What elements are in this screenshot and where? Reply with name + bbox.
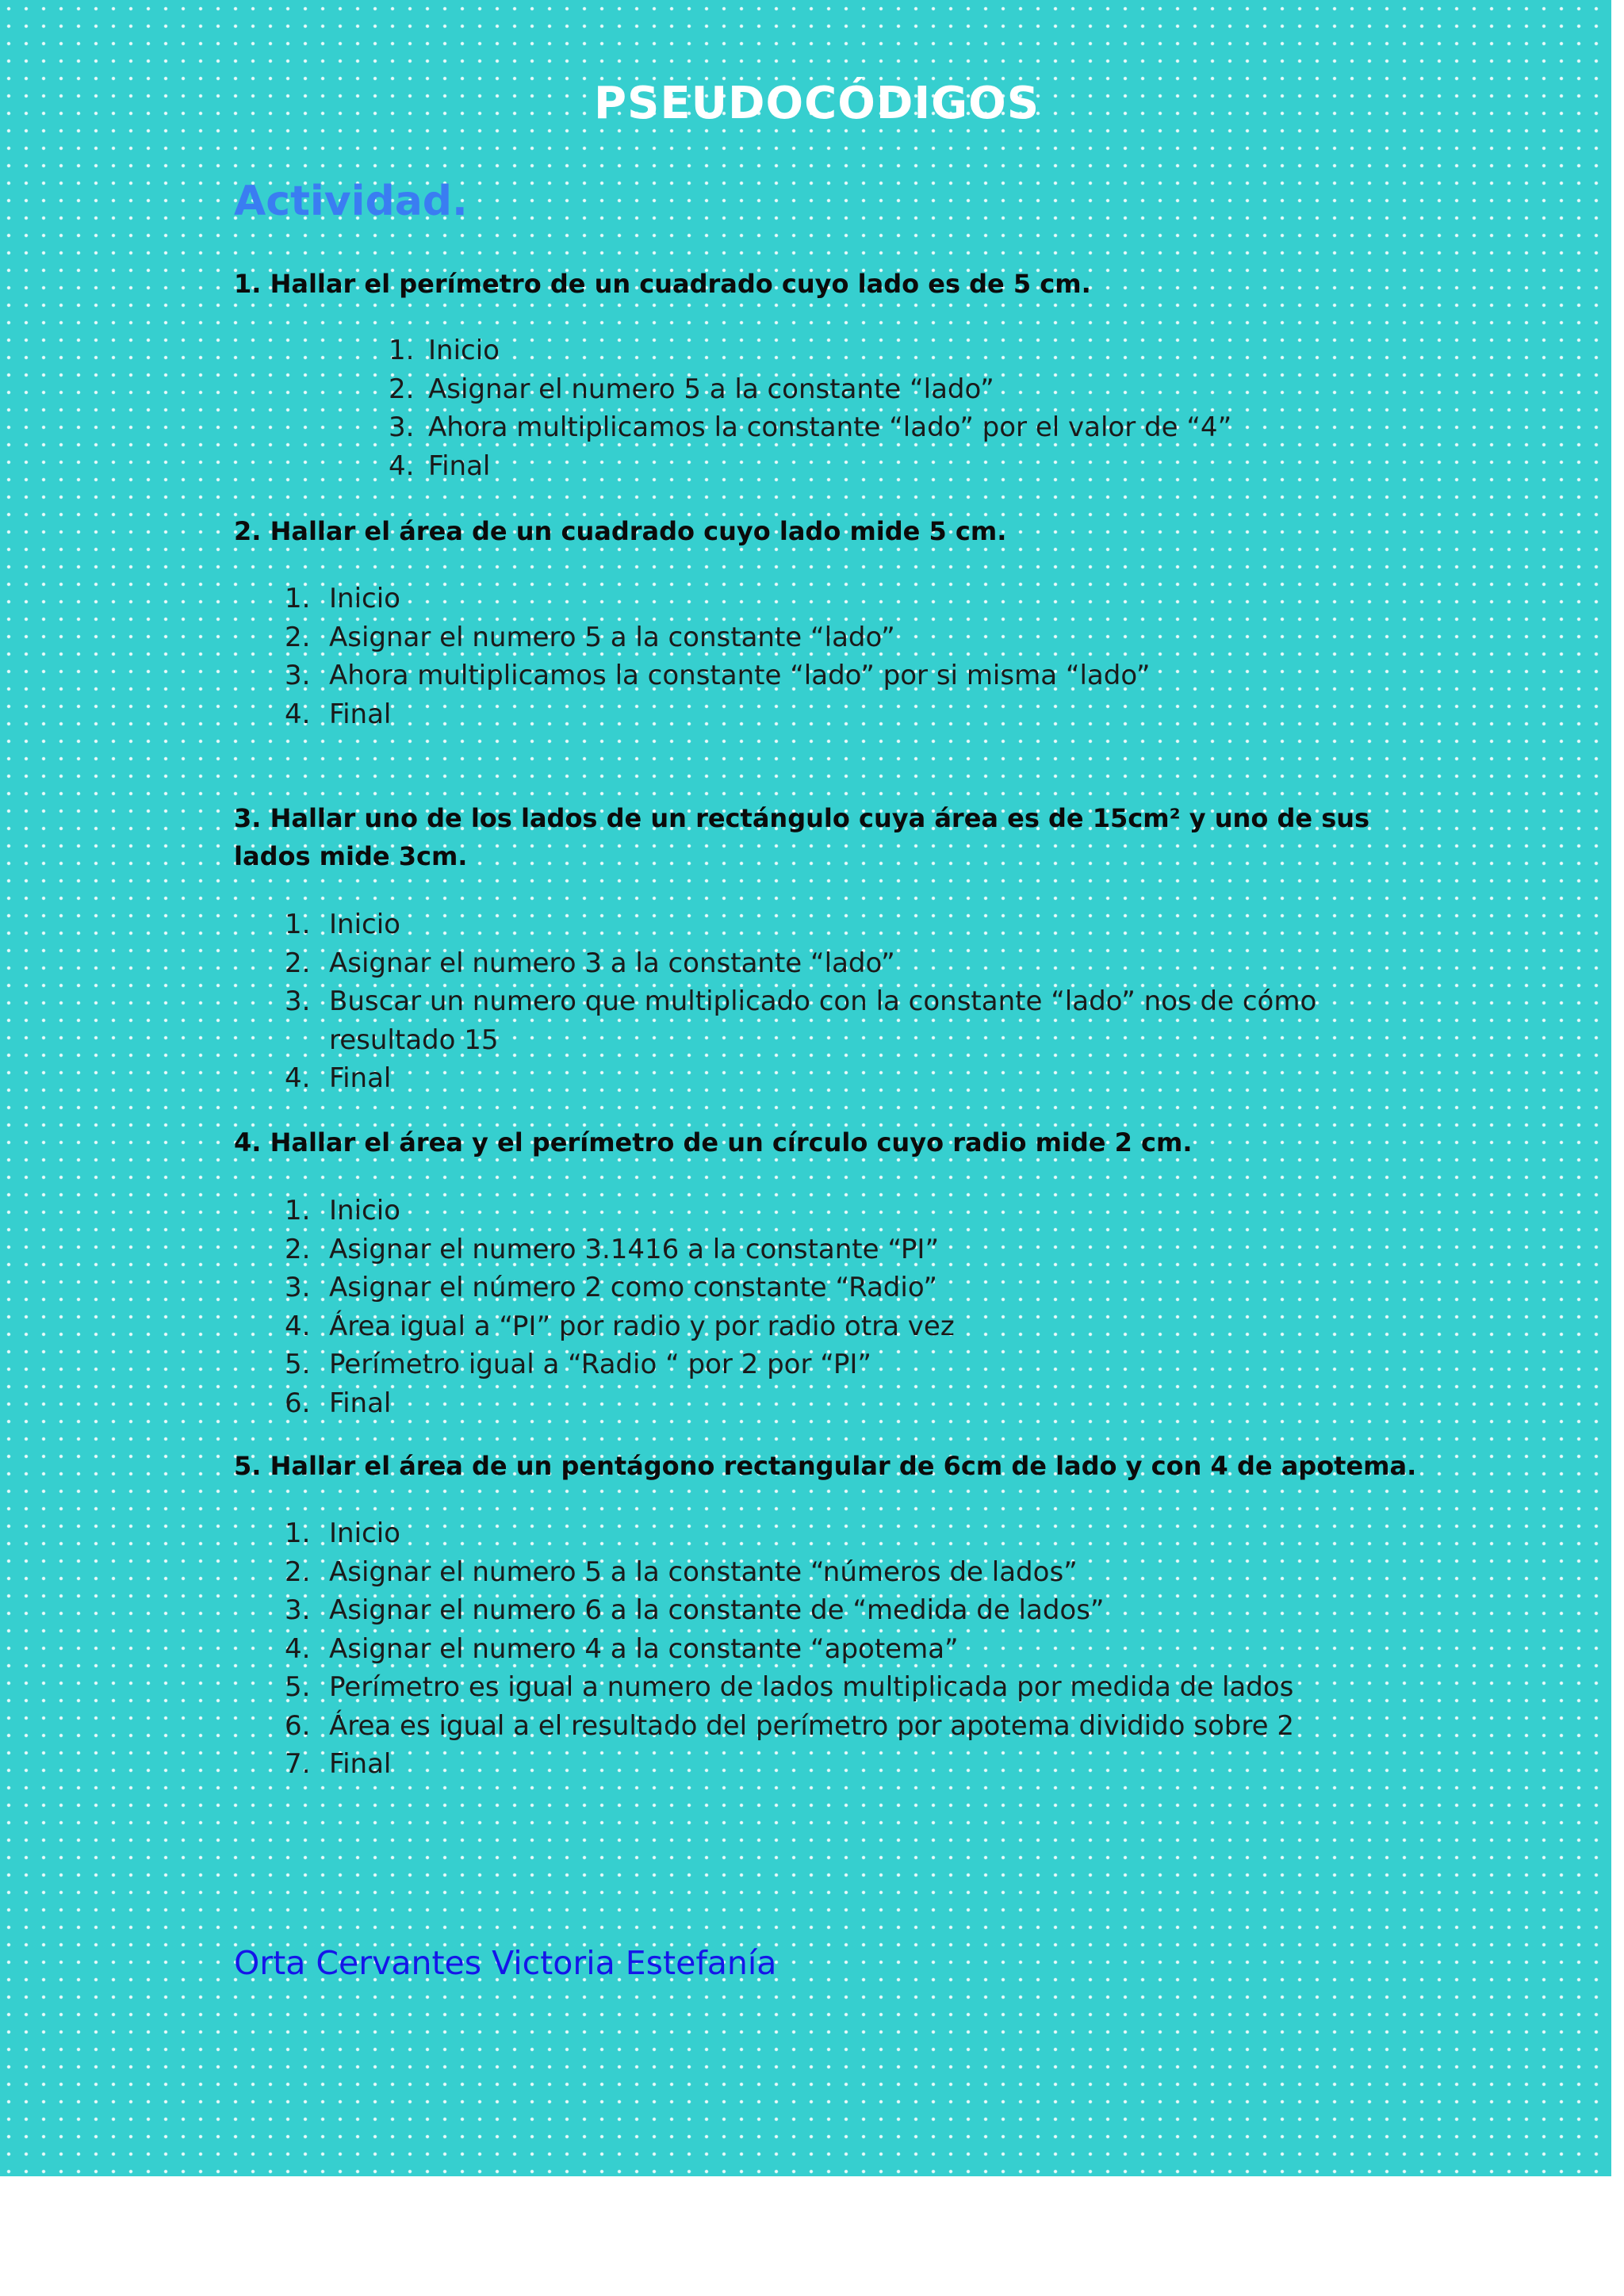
list-item: 3. Buscar un numero que multiplicado con la constante “lado” nos de cómo resultado 15 (285, 985, 1317, 1056)
list-item: 2. Asignar el numero 5 a la constante “números de lados” (285, 1556, 1078, 1588)
list-item: 4. Asignar el numero 4 a la constante “apotema” (285, 1632, 959, 1665)
problem-5-heading: 5. Hallar el área de un pentágono rectangular de 6cm de lado y con 4 de apotema. (234, 1451, 1417, 1481)
problem-3-steps (234, 905, 1423, 1098)
page-title: PSEUDOCÓDIGOS (593, 78, 1040, 129)
list-item: 1. Inicio (285, 1517, 400, 1549)
problem-1-steps (234, 331, 1423, 485)
list-item: 1. Inicio (285, 583, 400, 614)
list-item: 1. Inicio (285, 1195, 400, 1226)
author-name: Orta Cervantes Victoria Estefanía (234, 1944, 777, 1982)
problem-4-steps (234, 1192, 1423, 1422)
list-item: 3. Asignar el número 2 como constante “Radio” (285, 1272, 938, 1303)
list-item: 4. Final (285, 1062, 392, 1094)
problem-2-steps (234, 580, 1423, 733)
list-item: 4. Final (285, 698, 392, 730)
list-item: 3. Ahora multiplicamos la constante “lado” por el valor de “4” (389, 411, 1232, 443)
problem-3-heading: 3. Hallar uno de los lados de un rectángulo cuya área es de 15cm² y uno de sus lados mide 3cm. (234, 803, 1370, 871)
problem-2-heading: 2. Hallar el área de un cuadrado cuyo lado mide 5 cm. (234, 516, 1007, 546)
list-item: 1. Inicio (389, 335, 500, 366)
list-item: 6. Área es igual a el resultado del perímetro por apotema dividido sobre 2 (285, 1709, 1294, 1742)
list-item: 2. Asignar el numero 3 a la constante “lado” (285, 947, 895, 979)
activity-heading: Actividad. (234, 178, 468, 225)
problem-4-heading: 4. Hallar el área y el perímetro de un círculo cuyo radio mide 2 cm. (234, 1127, 1193, 1158)
problem-5-steps (234, 1514, 1423, 1784)
list-item: 2. Asignar el numero 5 a la constante “lado” (285, 621, 895, 653)
list-item: 5. Perímetro es igual a numero de lados multiplicada por medida de lados (285, 1671, 1294, 1703)
list-item: 6. Final (285, 1387, 392, 1419)
list-item: 3. Ahora multiplicamos la constante “lado” por si misma “lado” (285, 660, 1151, 691)
list-item: 2. Asignar el numero 3.1416 a la constante “PI” (285, 1233, 940, 1265)
list-item: 4. Área igual a “PI” por radio y por radio otra vez (285, 1310, 955, 1342)
list-item: 3. Asignar el numero 6 a la constante de “medida de lados” (285, 1594, 1105, 1626)
problem-1-heading: 1. Hallar el perímetro de un cuadrado cuyo lado es de 5 cm. (234, 269, 1091, 299)
list-item: 4. Final (389, 450, 491, 482)
list-item: 7. Final (285, 1748, 392, 1780)
list-item: 5. Perímetro igual a “Radio “ por 2 por “PI” (285, 1349, 871, 1380)
list-item: 2. Asignar el numero 5 a la constante “lado” (389, 373, 994, 405)
list-item: 1. Inicio (285, 909, 400, 940)
